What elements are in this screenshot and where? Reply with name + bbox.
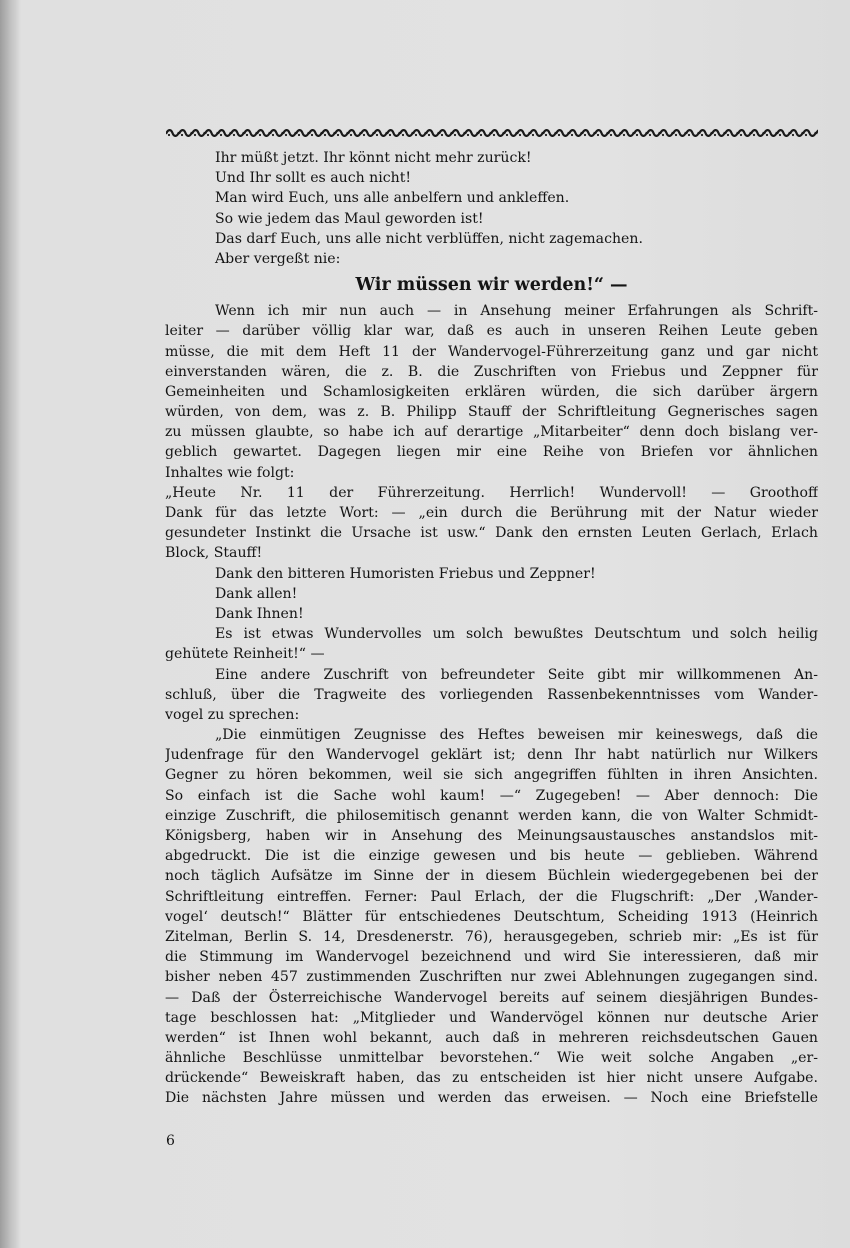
- text-line: Inhaltes wie folgt:: [165, 464, 295, 481]
- text-line: abgedruckt. Die ist die einzige gewesen und bis heute — geblieben. Während: [165, 848, 818, 865]
- text-line: würden, von dem, was z. B. Philipp Stauff der Schriftleitung Gegnerisches sagen: [165, 404, 818, 421]
- text-line: Dank allen!: [215, 585, 298, 602]
- page-number: 6: [166, 1133, 175, 1149]
- emphasized-heading-line: Wir müssen wir werden!“ —: [355, 275, 628, 296]
- text-line: geblich gewartet. Dagegen liegen mir eine Reihe von Briefen vor ähnlichen: [165, 444, 818, 461]
- text-line: tage beschlossen hat: „Mitglieder und Wandervögel können nur deutsche Arier: [165, 1009, 818, 1026]
- text-line: vogel‘ deutsch!“ Blätter für entschiedenes Deutschtum, Scheiding 1913 (Heinrich: [165, 908, 818, 925]
- text-line: Wenn ich mir nun auch — in Ansehung meiner Erfahrungen als Schrift-: [215, 303, 818, 320]
- text-line: zu müssen glaubte, so habe ich auf derartige „Mitarbeiter“ denn doch bislang ver-: [165, 424, 818, 441]
- text-line: So einfach ist die Sache wohl kaum! —“ Zugegeben! — Aber dennoch: Die: [165, 787, 818, 804]
- text-line: Gemeinheiten und Schamlosigkeiten erklären würden, die sich darüber ärgern: [165, 383, 818, 400]
- text-line: bisher neben 457 zustimmenden Zuschriften nur zwei Ablehnungen zugegangen sind.: [165, 969, 818, 986]
- text-line: So wie jedem das Maul geworden ist!: [215, 210, 484, 227]
- text-line: Es ist etwas Wundervolles um solch bewußtes Deutschtum und solch heilig: [215, 626, 818, 643]
- text-line: leiter — darüber völlig klar war, daß es auch in unseren Reihen Leute geben: [165, 323, 818, 340]
- text-line: Das darf Euch, uns alle nicht verblüffen, nicht zagemachen.: [215, 230, 643, 247]
- text-line: vogel zu sprechen:: [165, 706, 300, 723]
- text-line: „Die einmütigen Zeugnisse des Heftes beweisen mir keineswegs, daß die: [215, 727, 818, 744]
- text-line: Man wird Euch, uns alle anbelfern und ankleffen.: [215, 190, 570, 207]
- text-line: gehütete Reinheit!“ —: [165, 646, 325, 663]
- text-line: Gegner zu hören bekommen, weil sie sich angegriffen fühlten in ihren Ansichten.: [165, 767, 818, 784]
- text-line: Und Ihr sollt es auch nicht!: [215, 170, 412, 187]
- text-line: Dank Ihnen!: [215, 605, 304, 622]
- text-line: müsse, die mit dem Heft 11 der Wandervogel-Führerzeitung ganz und gar nicht: [165, 343, 818, 360]
- text-line: Zitelman, Berlin S. 14, Dresdenerstr. 76), herausgegeben, schrieb mir: „Es ist für: [165, 928, 818, 945]
- text-line: Dank den bitteren Humoristen Friebus und Zeppner!: [215, 565, 596, 582]
- text-line: Judenfrage für den Wandervogel geklärt ist; denn Ihr habt natürlich nur Wilkers: [165, 747, 818, 764]
- body-text: [165, 148, 818, 1109]
- text-line: — Daß der Österreichische Wandervogel bereits auf seinem diesjährigen Bundes-: [165, 989, 818, 1006]
- text-line: Dank für das letzte Wort: — „ein durch die Berührung mit der Natur wieder: [165, 505, 818, 521]
- text-line: einzige Zuschrift, die philosemitisch genannt werden kann, die von Walter Schmidt-: [165, 807, 818, 824]
- text-line: ähnliche Beschlüsse unmittelbar bevorstehen.“ Wie weit solche Angaben „er-: [165, 1050, 818, 1067]
- text-line: schluß, über die Tragweite des vorliegenden Rassenbekenntnisses vom Wander-: [165, 686, 818, 703]
- text-line: Königsberg, haben wir in Ansehung des Meinungsaustausches anstandslos mit-: [165, 828, 818, 844]
- text-line: „Heute Nr. 11 der Führerzeitung. Herrlich! Wundervoll! — Groothoff: [165, 484, 818, 501]
- page-binding-shadow: [0, 0, 20, 1248]
- text-line: werden“ ist Ihnen wohl bekannt, auch daß in mehreren reichsdeutschen Gauen: [165, 1029, 818, 1046]
- text-line: einverstanden wären, die z. B. die Zuschriften von Friebus und Zeppner für: [165, 363, 818, 380]
- text-line: die Stimmung im Wandervogel bezeichnend und wird Sie interessieren, daß mir: [165, 949, 818, 966]
- text-line: Block, Stauff!: [165, 545, 263, 562]
- text-line: drückende“ Beweiskraft haben, das zu entscheiden ist hier nicht unsere Aufgabe.: [165, 1070, 818, 1087]
- text-line: noch täglich Aufsätze im Sinne der in diesem Büchlein wiedergegebenen bei der: [165, 868, 818, 885]
- text-line: Die nächsten Jahre müssen und werden das erweisen. — Noch eine Briefstelle: [165, 1090, 818, 1107]
- text-line: Aber vergeßt nie:: [215, 250, 341, 267]
- text-line: Ihr müßt jetzt. Ihr könnt nicht mehr zurück!: [215, 150, 532, 166]
- text-line: gesundeter Instinkt die Ursache ist usw.“ Dank den ernsten Leuten Gerlach, Erlach: [165, 525, 818, 542]
- text-line: Eine andere Zuschrift von befreundeter Seite gibt mir willkommenen An-: [215, 666, 818, 683]
- text-line: Schriftleitung eintreffen. Ferner: Paul Erlach, der die Flugschrift: „Der ‚Wander-: [165, 888, 818, 905]
- decorative-border-ornament: [166, 128, 818, 138]
